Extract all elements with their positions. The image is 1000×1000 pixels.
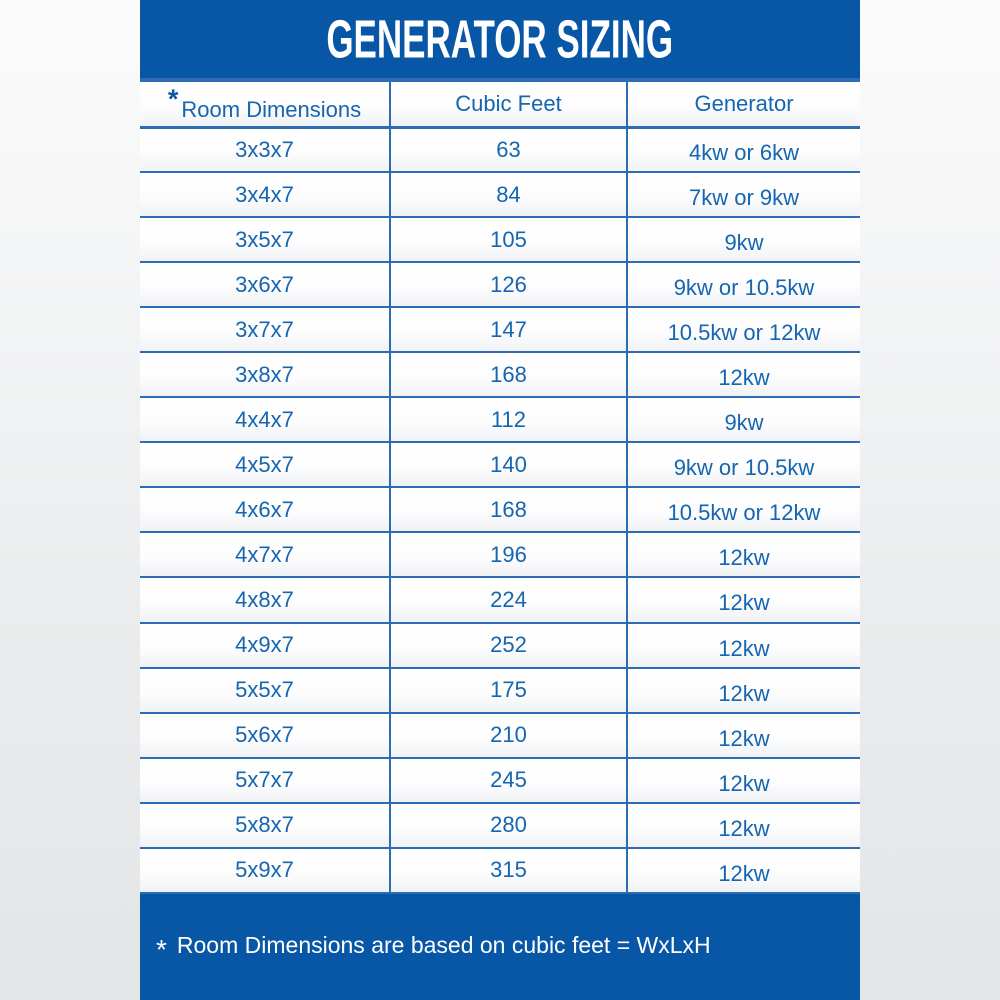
room-dimensions-cell: 4x7x7 [140, 532, 390, 577]
generator-cell: 12kw [627, 532, 860, 577]
title-band [140, 0, 860, 78]
generator-cell: 12kw [627, 758, 860, 803]
cubic-feet-cell: 84 [390, 172, 627, 217]
room-dimensions-cell: 4x6x7 [140, 487, 390, 532]
generator-cell: 12kw [627, 623, 860, 668]
cubic-feet-cell: 280 [390, 803, 627, 848]
generator-cell: 4kw or 6kw [627, 127, 860, 172]
table-row [140, 713, 860, 758]
col-header-room-dimensions [140, 81, 390, 127]
cubic-feet-cell: 175 [390, 668, 627, 713]
page-title: GENERATOR SIZING [326, 8, 674, 70]
table-row [140, 623, 860, 668]
table-row [140, 668, 860, 713]
footnote [140, 894, 860, 1000]
generator-cell: 12kw [627, 668, 860, 713]
room-dimensions-cell: 3x6x7 [140, 262, 390, 307]
room-dimensions-cell: 3x3x7 [140, 127, 390, 172]
table-row [140, 758, 860, 803]
table-body [140, 127, 860, 893]
table-row [140, 217, 860, 262]
generator-cell: 9kw [627, 217, 860, 262]
cubic-feet-cell: 63 [390, 127, 627, 172]
generator-cell: 7kw or 9kw [627, 172, 860, 217]
room-dimensions-cell: 4x5x7 [140, 442, 390, 487]
room-dimensions-cell: 3x8x7 [140, 352, 390, 397]
asterisk-marker: * [167, 84, 179, 115]
cubic-feet-cell: 224 [390, 577, 627, 622]
header-row [140, 81, 860, 127]
footnote-text: Room Dimensions are based on cubic feet = WxLxH [176, 932, 711, 958]
table-row [140, 442, 860, 487]
table-row [140, 803, 860, 848]
generator-cell: 12kw [627, 352, 860, 397]
room-dimensions-cell: 3x7x7 [140, 307, 390, 352]
generator-cell: 12kw [627, 713, 860, 758]
col-header-cubic-feet: Cubic Feet [390, 81, 627, 127]
room-dimensions-cell: 4x4x7 [140, 397, 390, 442]
cubic-feet-cell: 112 [390, 397, 627, 442]
generator-cell: 12kw [627, 577, 860, 622]
room-dimensions-cell: 5x9x7 [140, 848, 390, 893]
generator-sizing-card [140, 0, 860, 1000]
table-row [140, 307, 860, 352]
generator-sizing-table [140, 80, 860, 894]
footnote-asterisk-marker: * [156, 934, 167, 965]
cubic-feet-cell: 315 [390, 848, 627, 893]
cubic-feet-cell: 168 [390, 352, 627, 397]
generator-cell: 10.5kw or 12kw [627, 307, 860, 352]
sizing-table-wrap [140, 78, 860, 894]
room-dimensions-cell: 3x5x7 [140, 217, 390, 262]
generator-cell: 12kw [627, 803, 860, 848]
table-row [140, 532, 860, 577]
cubic-feet-cell: 196 [390, 532, 627, 577]
cubic-feet-cell: 147 [390, 307, 627, 352]
table-row [140, 577, 860, 622]
col-header-room-dimensions-label: Room Dimensions [181, 97, 362, 123]
generator-cell: 10.5kw or 12kw [627, 487, 860, 532]
table-row [140, 127, 860, 172]
cubic-feet-cell: 210 [390, 713, 627, 758]
table-row [140, 262, 860, 307]
room-dimensions-cell: 5x7x7 [140, 758, 390, 803]
cubic-feet-cell: 245 [390, 758, 627, 803]
room-dimensions-cell: 5x5x7 [140, 668, 390, 713]
table-row [140, 397, 860, 442]
cubic-feet-cell: 168 [390, 487, 627, 532]
generator-cell: 9kw or 10.5kw [627, 262, 860, 307]
room-dimensions-cell: 4x9x7 [140, 623, 390, 668]
room-dimensions-cell: 5x6x7 [140, 713, 390, 758]
cubic-feet-cell: 140 [390, 442, 627, 487]
generator-cell: 9kw [627, 397, 860, 442]
cubic-feet-cell: 252 [390, 623, 627, 668]
col-header-generator: Generator [627, 81, 860, 127]
generator-cell: 12kw [627, 848, 860, 893]
cubic-feet-cell: 126 [390, 262, 627, 307]
generator-cell: 9kw or 10.5kw [627, 442, 860, 487]
table-row [140, 352, 860, 397]
table-row [140, 172, 860, 217]
room-dimensions-cell: 5x8x7 [140, 803, 390, 848]
table-row [140, 487, 860, 532]
table-row [140, 848, 860, 893]
cubic-feet-cell: 105 [390, 217, 627, 262]
room-dimensions-cell: 3x4x7 [140, 172, 390, 217]
room-dimensions-cell: 4x8x7 [140, 577, 390, 622]
